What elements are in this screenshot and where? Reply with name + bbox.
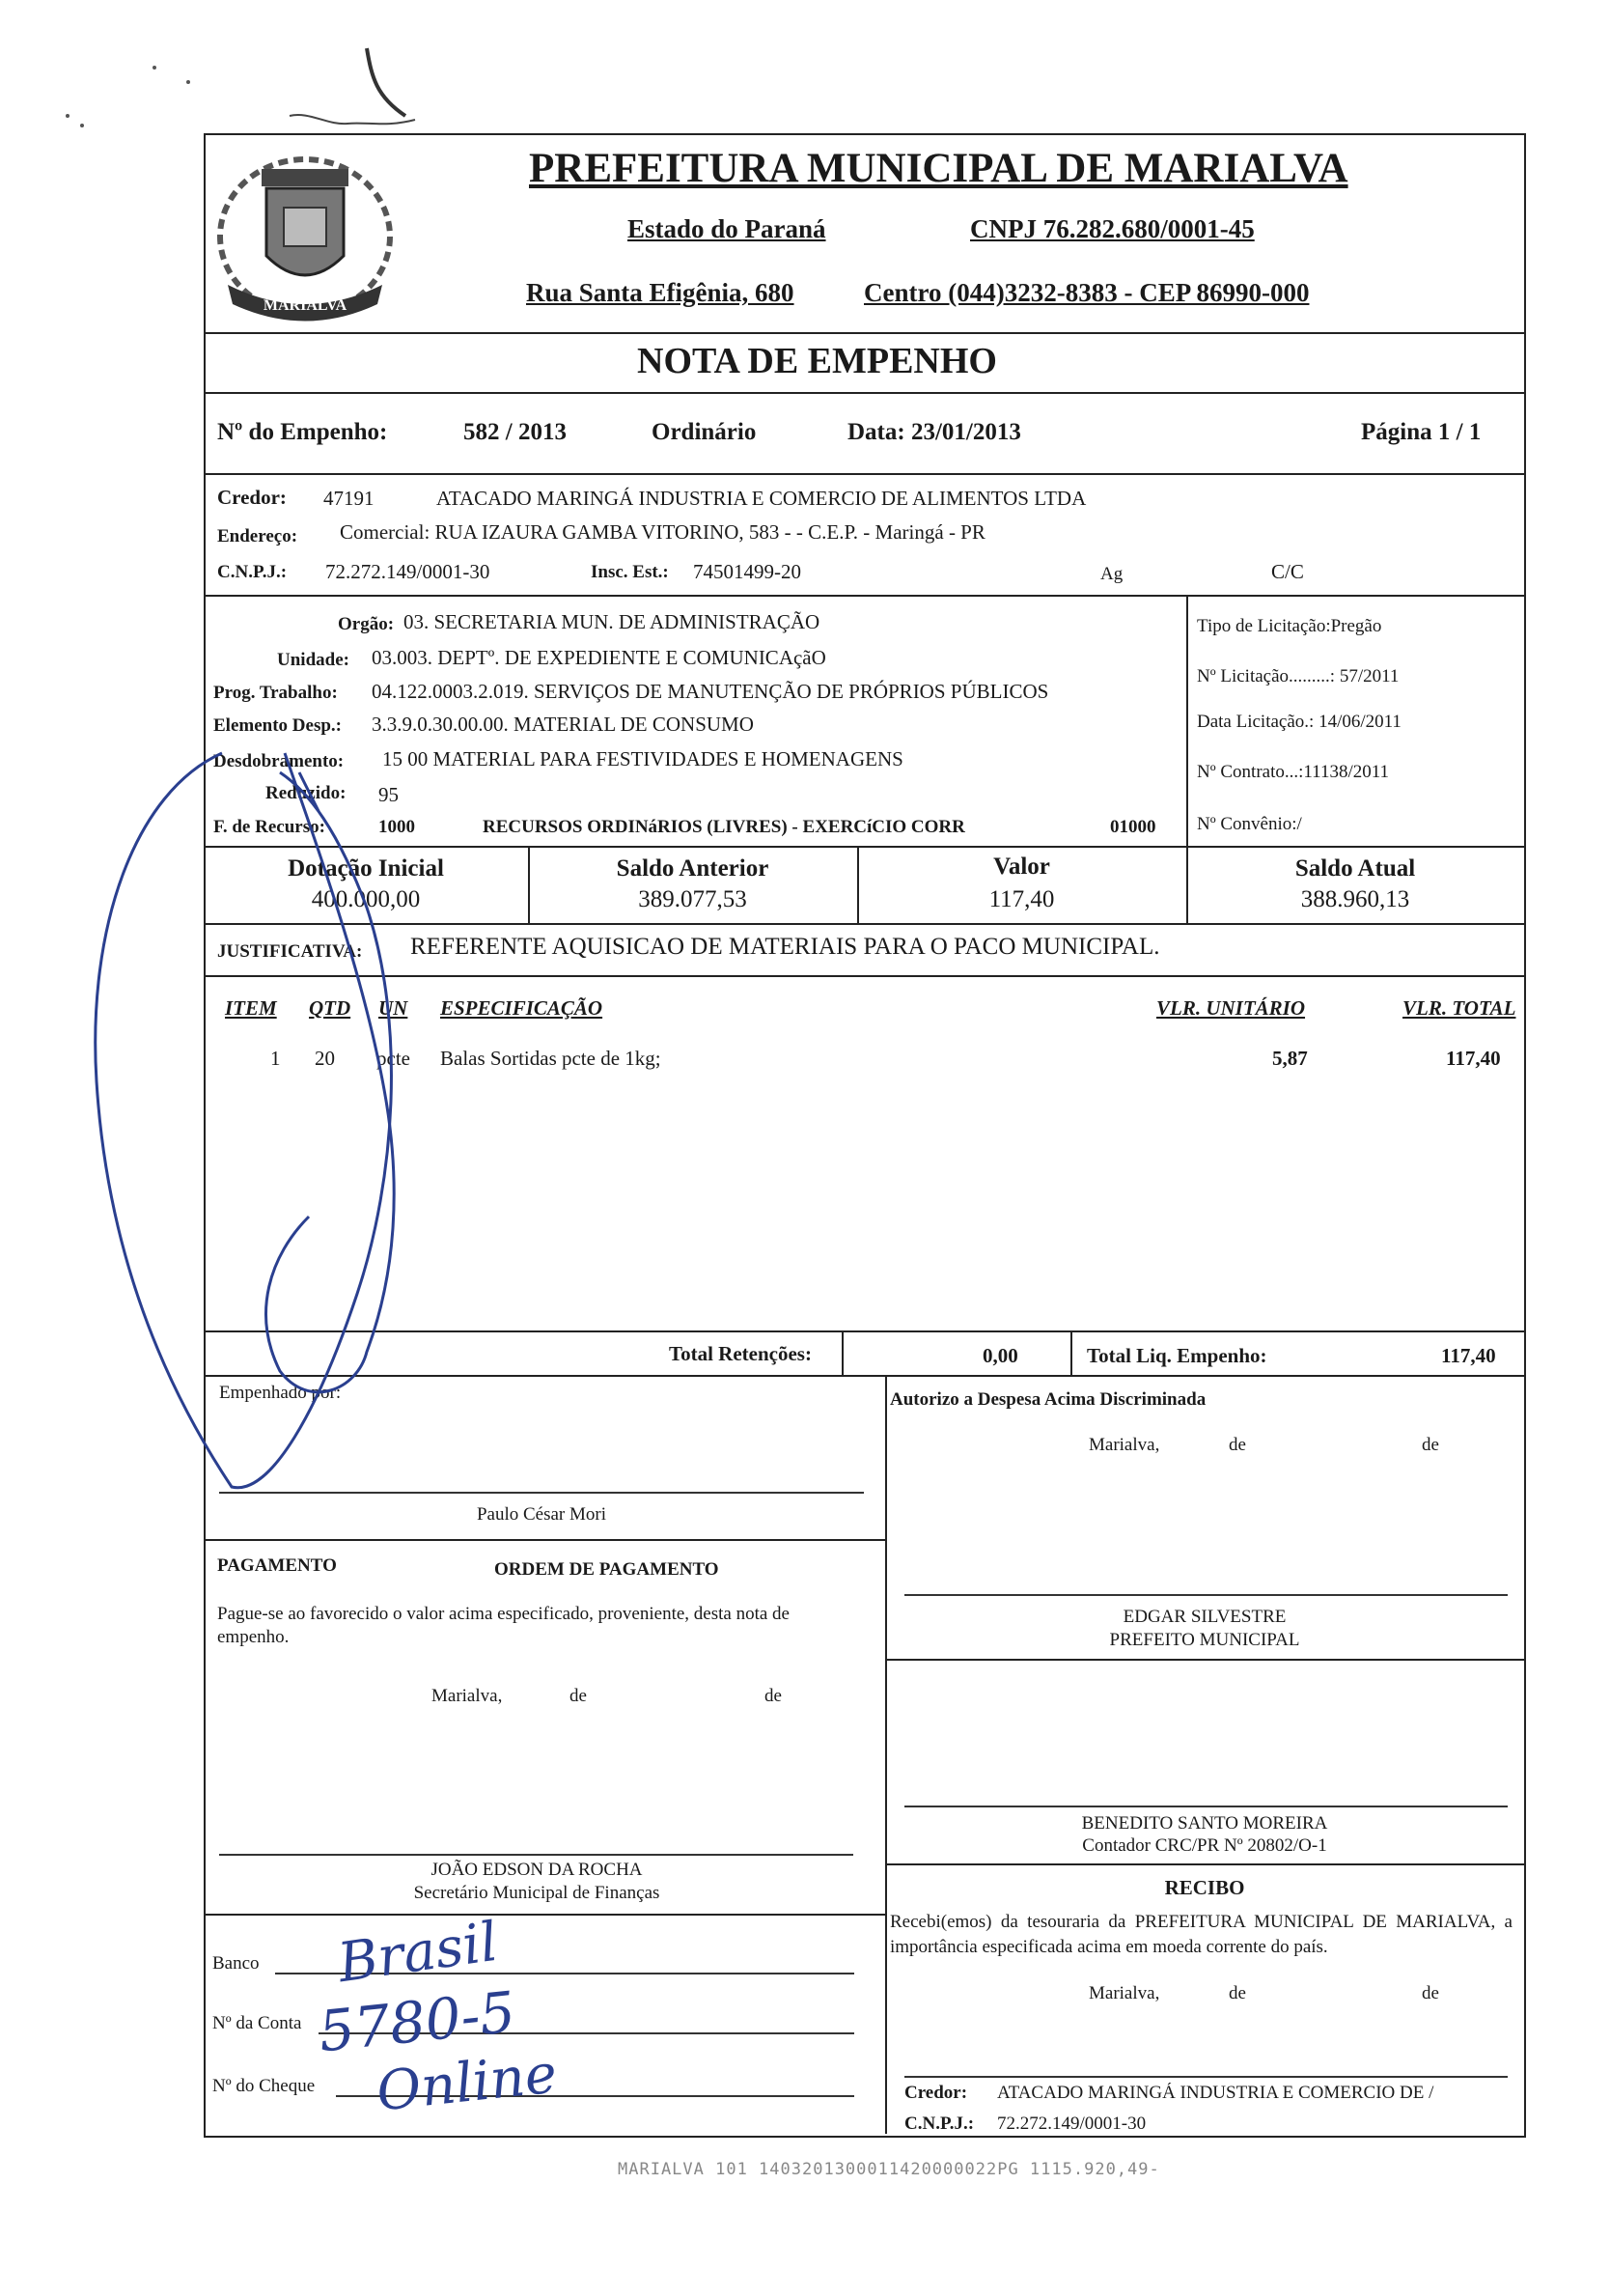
tipo-licitacao: Tipo de Licitação:Pregão: [1197, 616, 1382, 636]
divider: [842, 1330, 844, 1375]
divider: [204, 332, 1524, 334]
pagamento-text: Pague-se ao favorecido o valor acima especificado, proveniente, desta nota de empenho.: [217, 1604, 790, 1647]
divider: [204, 1539, 885, 1541]
divider: [885, 1863, 1524, 1865]
divider: [204, 1914, 885, 1916]
row-qtd: 20: [315, 1047, 335, 1070]
unidade-label: Unidade:: [277, 650, 349, 670]
page-number: Página 1 / 1: [1361, 419, 1482, 445]
desdobramento-value: 15 00 MATERIAL PARA FESTIVIDADES E HOMENAGENS: [382, 747, 903, 770]
empenhado-label: Empenhado por:: [219, 1383, 342, 1403]
credor-cnpj: 72.272.149/0001-30: [325, 560, 490, 583]
valor-label: Valor: [993, 854, 1050, 880]
row-total: 117,40: [1446, 1047, 1501, 1070]
pagamento-de2: de: [764, 1686, 782, 1706]
recibo-cnpj-label: C.N.P.J.:: [904, 2114, 975, 2134]
autorizo-de2: de: [1422, 1435, 1439, 1455]
elemento-value: 3.3.9.0.30.00.00. MATERIAL DE CONSUMO: [372, 713, 754, 736]
numero-convenio: Nº Convênio:/: [1197, 814, 1302, 834]
marialva-crest-logo: [208, 140, 402, 333]
signature-line: [904, 1594, 1508, 1596]
data-licitacao: Data Licitação.: 14/06/2011: [1197, 712, 1402, 732]
page-title: PREFEITURA MUNICIPAL DE MARIALVA: [529, 146, 1348, 191]
contador-name: BENEDITO SANTO MOREIRA: [1081, 1813, 1328, 1834]
divider: [204, 595, 1524, 597]
valor-value: 117,40: [988, 886, 1055, 912]
row-item: 1: [270, 1047, 281, 1070]
col-header-vlr-total: VLR. TOTAL: [1402, 996, 1516, 1020]
retencoes-label: Total Retenções:: [669, 1342, 812, 1365]
recibo-credor-label: Credor:: [904, 2083, 968, 2103]
banco-label: Banco: [212, 1953, 260, 1974]
ag-label: Ag: [1100, 564, 1124, 584]
recurso-code: 1000: [378, 817, 415, 837]
autorizo-de1: de: [1229, 1435, 1246, 1455]
handwritten-conta: 5780-5: [316, 1978, 519, 2065]
empenho-type: Ordinário: [652, 419, 757, 445]
signature-line: [904, 2076, 1508, 2078]
secretario-role: Secretário Municipal de Finanças: [413, 1883, 660, 1903]
credor-address: Comercial: RUA IZAURA GAMBA VITORINO, 583 - - C.E.P. - Maringá - PR: [340, 520, 985, 544]
ordem-pagamento-label: ORDEM DE PAGAMENTO: [494, 1559, 719, 1580]
prefeito-name: EDGAR SILVESTRE: [1123, 1607, 1287, 1627]
retencoes-value: 0,00: [983, 1344, 1018, 1367]
liquido-value: 117,40: [1441, 1344, 1496, 1367]
divider: [204, 473, 1524, 475]
dotacao-value: 400.000,00: [311, 886, 421, 912]
credor-code: 47191: [323, 487, 375, 510]
col-header-especificacao: ESPECIFICAÇÃO: [440, 996, 603, 1020]
row-unit-price: 5,87: [1272, 1047, 1308, 1070]
divider: [1070, 1330, 1072, 1375]
cnpj-label: C.N.P.J.:: [217, 562, 288, 582]
liquido-label: Total Liq. Empenho:: [1087, 1344, 1267, 1367]
empenho-label: Nº do Empenho:: [217, 419, 388, 445]
insc-value: 74501499-20: [693, 560, 801, 583]
divider: [204, 392, 1524, 394]
orgao-value: 03. SECRETARIA MUN. DE ADMINISTRAÇÃO: [403, 610, 820, 633]
saldo-atual-label: Saldo Atual: [1294, 855, 1416, 882]
secretario-name: JOÃO EDSON DA ROCHA: [430, 1860, 643, 1880]
justificativa-label: JUSTIFICATIVA:: [217, 941, 363, 962]
credor-name: ATACADO MARINGÁ INDUSTRIA E COMERCIO DE ALIMENTOS LTDA: [436, 487, 1087, 510]
col-header-qtd: QTD: [309, 996, 351, 1020]
recibo-text: Recebi(emos) da tesouraria da PREFEITURA MUNICIPAL DE MARIALVA, a importância especificada acima em moeda corrente do país.: [890, 1912, 1513, 1957]
justificativa-text: REFERENTE AQUISICAO DE MATERIAIS PARA O PACO MUNICIPAL.: [410, 934, 1160, 960]
empenhado-signer: Paulo César Mori: [476, 1504, 607, 1525]
conta-label: Nº da Conta: [212, 2013, 302, 2033]
divider: [885, 1375, 887, 2134]
autorizo-place: Marialva,: [1089, 1435, 1160, 1455]
state-name: Estado do Paraná: [627, 214, 826, 243]
numero-contrato: Nº Contrato...:11138/2011: [1197, 762, 1390, 782]
cc-label: C/C: [1271, 560, 1304, 583]
elemento-label: Elemento Desp.:: [213, 715, 342, 736]
recibo-title: RECIBO: [1164, 1876, 1245, 1899]
prefeito-role: PREFEITO MUNICIPAL: [1109, 1630, 1300, 1650]
divider: [885, 1659, 1524, 1661]
recurso-label: F. de Recurso:: [213, 817, 325, 837]
stray-pen-marks: [39, 19, 444, 154]
desdobramento-label: Desdobramento:: [213, 751, 345, 771]
prog-label: Prog. Trabalho:: [213, 683, 338, 703]
divider: [1186, 595, 1188, 846]
pagamento-place: Marialva,: [431, 1686, 503, 1706]
saldo-anterior-value: 389.077,53: [638, 886, 747, 912]
reduzido-value: 95: [378, 783, 399, 806]
autorizo-label: Autorizo a Despesa Acima Discriminada: [890, 1389, 1207, 1410]
recibo-cnpj: 72.272.149/0001-30: [997, 2114, 1147, 2134]
empenho-number: 582 / 2013: [463, 419, 567, 445]
empenho-date: Data: 23/01/2013: [847, 419, 1021, 445]
recibo-place: Marialva,: [1089, 1983, 1160, 2003]
address-label: Endereço:: [217, 526, 298, 546]
signature-line: [219, 1854, 853, 1856]
document-title: NOTA DE EMPENHO: [637, 341, 997, 381]
handwritten-cheque: Online: [374, 2042, 560, 2124]
handwritten-banco: Brasil: [334, 1910, 502, 1996]
crest-ribbon-text: MARIALVA: [263, 297, 347, 314]
recibo-de1: de: [1229, 1983, 1246, 2003]
row-un: pcte: [376, 1047, 410, 1070]
address: Rua Santa Efigênia, 680: [526, 278, 794, 307]
dotacao-label: Dotação Inicial: [288, 855, 444, 882]
district-phone-cep: Centro (044)3232-8383 - CEP 86990-000: [864, 278, 1310, 307]
credor-label: Credor:: [217, 486, 287, 509]
reduzido-label: Reduzido:: [265, 783, 347, 803]
col-header-un: UN: [378, 996, 408, 1020]
contador-role: Contador CRC/PR Nº 20802/O-1: [1082, 1835, 1327, 1856]
signature-line: [904, 1806, 1508, 1807]
cheque-label: Nº do Cheque: [212, 2076, 316, 2096]
handwritten-signature-loop: [77, 734, 579, 1506]
pagamento-de1: de: [569, 1686, 587, 1706]
col-header-vlr-unitario: VLR. UNITÁRIO: [1156, 996, 1306, 1020]
recurso-code-2: 01000: [1110, 817, 1156, 837]
recurso-desc: RECURSOS ORDINáRIOS (LIVRES) - EXERCíCIO CORR: [483, 817, 965, 837]
cnpj: CNPJ 76.282.680/0001-45: [970, 214, 1255, 243]
saldo-anterior-label: Saldo Anterior: [616, 855, 769, 882]
recibo-credor: ATACADO MARINGÁ INDUSTRIA E COMERCIO DE /: [997, 2083, 1434, 2103]
unidade-value: 03.003. DEPTº. DE EXPEDIENTE E COMUNICAçãO: [372, 646, 826, 669]
prog-value: 04.122.0003.2.019. SERVIÇOS DE MANUTENÇÃO DE PRÓPRIOS PÚBLICOS: [372, 680, 1049, 703]
numero-licitacao: Nº Licitação.........: 57/2011: [1197, 666, 1400, 686]
col-header-item: ITEM: [225, 996, 277, 1020]
orgao-label: Orgão:: [338, 614, 395, 634]
footer-machine-code: MARIALVA 101 1403201300011420000022PG 1115.920,49-: [618, 2160, 1160, 2179]
pagamento-label: PAGAMENTO: [217, 1555, 337, 1576]
recibo-de2: de: [1422, 1983, 1439, 2003]
saldo-atual-value: 388.960,13: [1300, 886, 1410, 912]
row-spec: Balas Sortidas pcte de 1kg;: [440, 1047, 661, 1070]
insc-label: Insc. Est.:: [591, 562, 669, 582]
